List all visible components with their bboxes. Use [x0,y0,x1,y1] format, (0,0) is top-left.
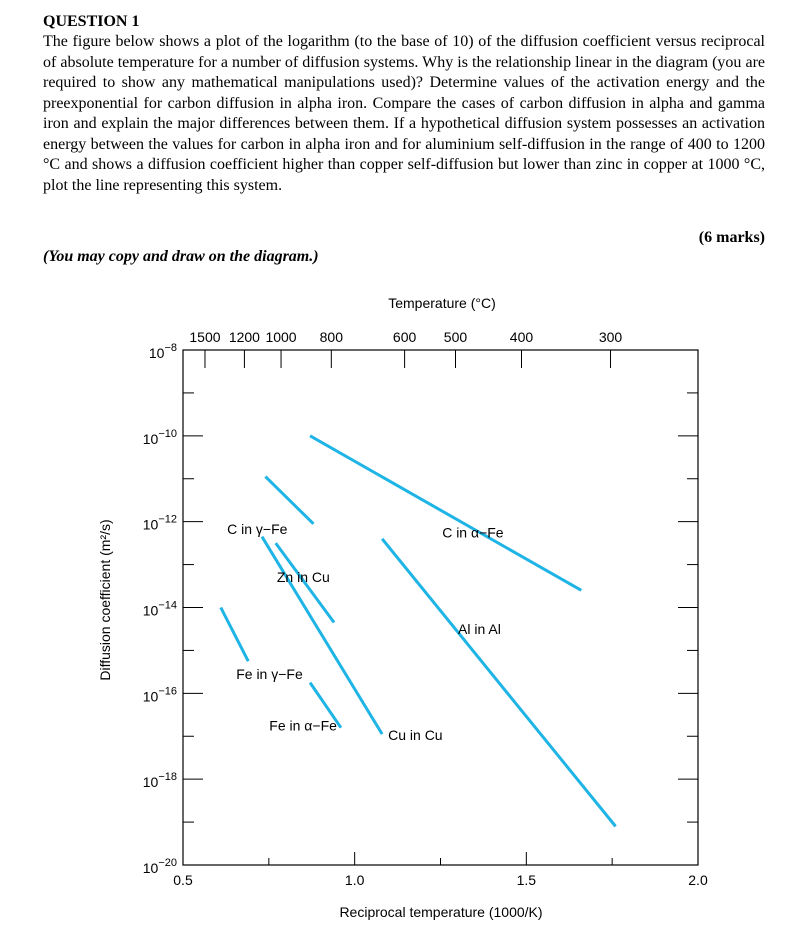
top-tick-label: 1500 [189,329,221,345]
y-tick-exponent: −16 [158,685,177,698]
y-tick-exponent: −12 [158,513,177,526]
top-tick-label: 400 [509,329,534,345]
y-tick-base: 10 [142,516,159,533]
question-title: QUESTION 1 [43,13,140,30]
x-axis-title: Reciprocal temperature (1000/K) [339,904,543,920]
series-lines [221,436,616,827]
top-tick-label: 600 [392,329,417,345]
plot-frame [183,350,698,865]
top-tick-label: 500 [443,329,468,345]
y-tick-label [143,771,177,790]
y-tick-base: 10 [142,774,159,791]
y-tick-exponent: −18 [158,771,177,784]
y-tick-label [143,428,177,447]
x-tick-label: 1.5 [516,872,537,888]
question-note: (You may copy and draw on the diagram.) [43,248,319,265]
top-tick-label: 1200 [228,329,260,345]
series-label: Fe in α−Fe [269,717,337,734]
series-label: Al in Al [458,621,501,638]
series-line [265,477,313,524]
y-tick-base: 10 [142,860,159,876]
x-tick-label: 1.0 [344,872,365,888]
series-line [382,539,615,827]
y-tick-exponent: −10 [158,427,177,440]
y-tick-exponent: −8 [164,342,177,354]
series-label: C in α−Fe [442,524,504,541]
y-tick-base: 10 [142,602,159,619]
y-tick-base: 10 [148,345,165,361]
y-tick-exponent: −20 [158,857,177,869]
series-line [262,537,382,734]
y-axis-title: Diffusion coefficient (m²/s) [97,519,113,681]
series-label: Cu in Cu [388,727,443,744]
series-line [221,608,248,662]
axis-ticks [143,329,708,888]
question-body: The figure below shows a plot of the logarithm (to the base of 10) of the diffusion coefficient versus reciprocal of absolute temperature for a number of diffusion systems. Why is the relationship linear in the diagram (you are required to show any mathematical manipulations used)? Determine values of the activation energy and the preexponential for carbon diffusion in alpha iron. Compare the cases of carbon diffusion in alpha and gamma iron and explain the major differences between them. If a hypothetical diffusion system possesses an activation energy between the values for carbon in alpha iron and for aluminium self-diffusion in the range of 400 to 1200 °C and shows a diffusion coefficient higher than copper self-diffusion but lower than zinc in copper at 1000 °C, plot the line representing this system. [43,33,765,194]
series-line [310,436,581,590]
y-tick-label [143,600,177,619]
series-labels [227,521,504,743]
y-tick-label [143,857,177,876]
y-tick-base: 10 [142,688,159,705]
y-tick-label [143,514,177,533]
y-tick-exponent: −14 [158,599,177,612]
top-axis-title: Temperature (°C) [388,295,496,311]
series-label: Zn in Cu [276,568,330,585]
y-tick-label [149,342,177,361]
x-tick-label: 2.0 [688,872,708,888]
marks-label: (6 marks) [698,229,765,246]
series-label: C in γ−Fe [227,520,288,537]
series-label: Fe in γ−Fe [236,666,303,683]
top-tick-label: 300 [598,329,623,345]
y-tick-base: 10 [142,430,159,447]
x-tick-label: 0.5 [173,872,193,888]
top-tick-label: 1000 [265,329,297,345]
top-tick-label: 800 [319,329,343,345]
y-tick-label [143,685,177,704]
